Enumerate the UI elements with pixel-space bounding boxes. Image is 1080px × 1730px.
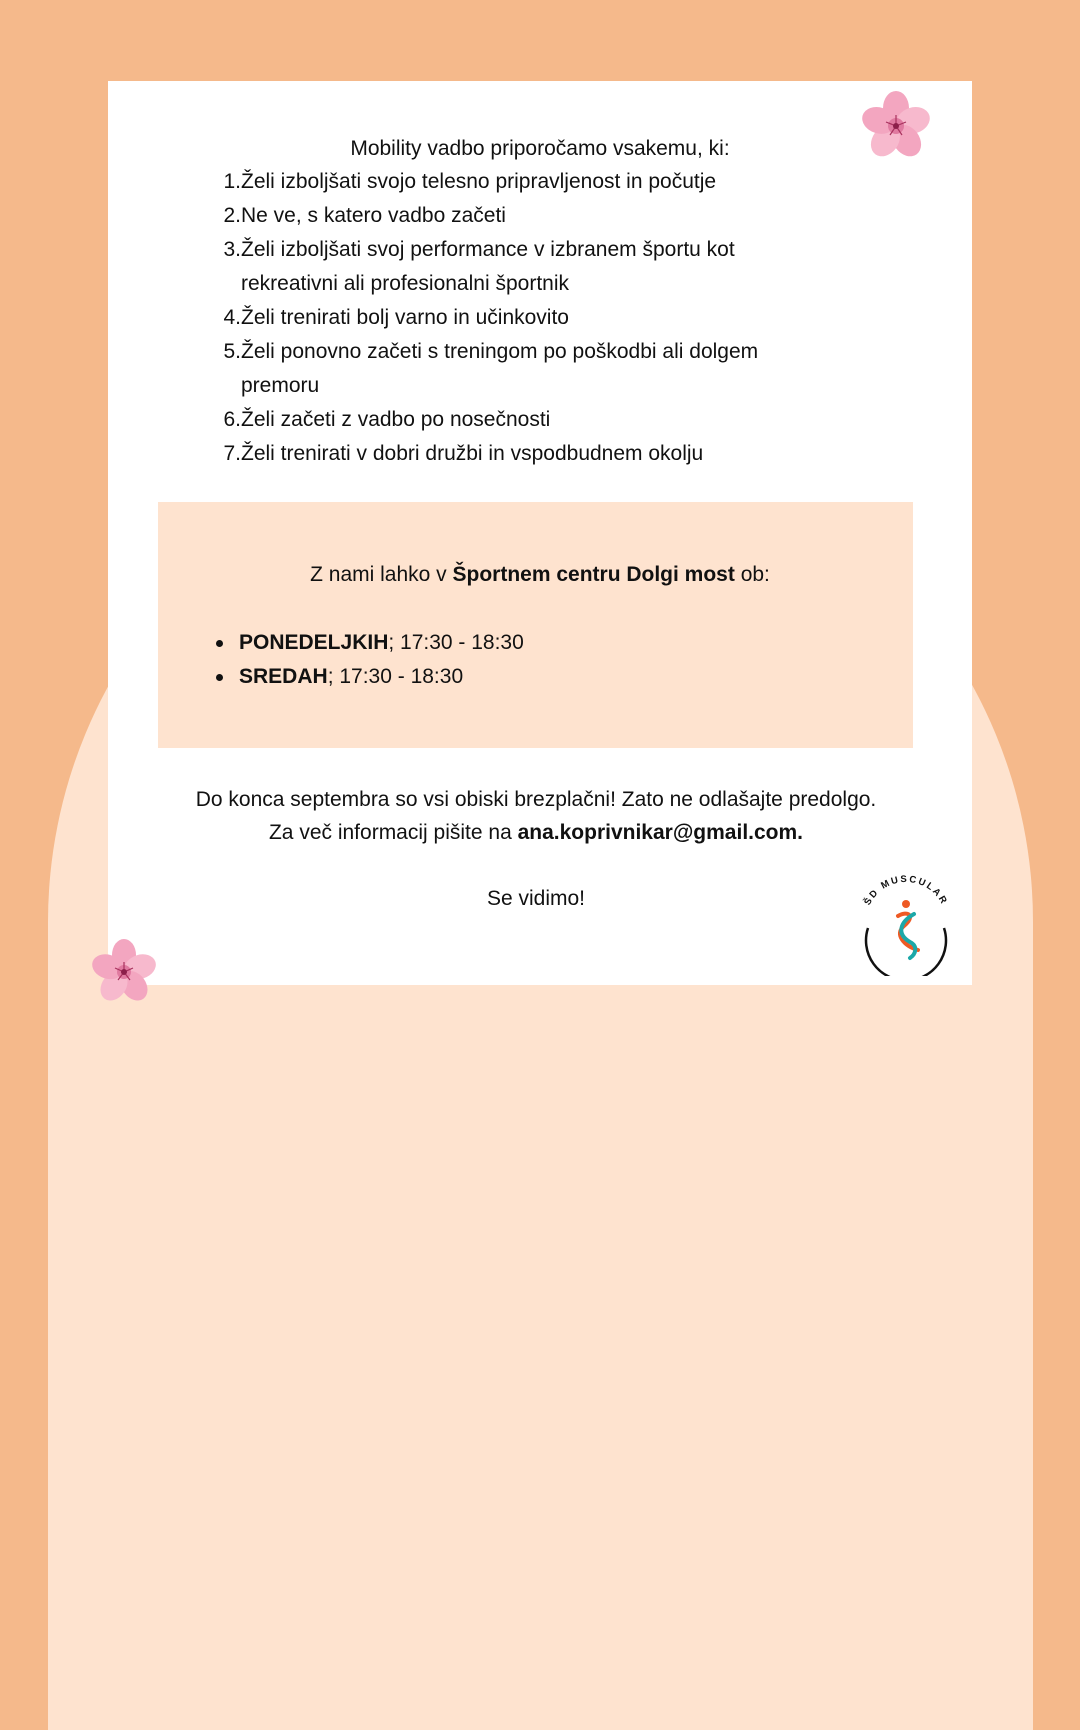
contact-email[interactable]: ana.koprivnikar@gmail.com. [517,821,804,844]
list-item [212,437,832,471]
contact-text: Za več informacij pišite na [268,821,518,844]
item-text: Želi ponovno začeti s treningom po poškodbi ali dolgem premoru [241,340,759,397]
flower-icon-top-right [856,90,936,162]
item-number: 4. [223,306,241,329]
schedule-title-after: ob: [734,563,770,586]
schedule-day: SREDAH [239,665,328,688]
flower-icon-bottom-left [86,936,162,1008]
bullet-icon [216,640,223,647]
schedule-title-before: Z nami lahko v [310,563,453,586]
item-text: Želi trenirati bolj varno in učinkovito [241,306,569,329]
schedule-box [158,502,913,748]
item-text: Ne ve, s katero vadbo začeti [241,204,506,227]
athlete-figure-icon [898,900,918,958]
bullet-icon [216,674,223,681]
item-text: Želi začeti z vadbo po nosečnosti [241,408,551,431]
venue-name: Športnem centru Dolgi most [452,563,735,586]
club-logo [852,868,960,976]
list-item [212,335,832,403]
schedule-item [216,626,524,660]
schedule-list [216,626,524,694]
schedule-time: ; 17:30 - 18:30 [327,665,464,688]
item-number: 7. [223,442,241,465]
contact-line [180,816,892,849]
item-text: Želi trenirati v dobri družbi in vspodbudnem okolju [241,442,704,465]
footer-text [180,783,892,915]
list-item [212,165,832,199]
intro-text: Mobility vadbo priporočamo vsakemu, ki: [350,137,730,160]
closing-text: Se vidimo! [486,887,586,910]
item-number: 3. [223,238,241,261]
item-text: Želi izboljšati svojo telesno pripravljenost in počutje [241,170,717,193]
item-number: 2. [223,204,241,227]
item-number: 5. [223,340,241,363]
item-number: 6. [223,408,241,431]
list-item [212,233,832,301]
logo-text: ŠD MUSCULAR [862,873,950,908]
list-item [212,199,832,233]
schedule-time: ; 17:30 - 18:30 [388,631,524,654]
item-text: Želi izboljšati svoj performance v izbranem športu kot rekreativni ali profesionalni športnik [241,238,735,295]
list-item [212,301,832,335]
schedule-day: PONEDELJKIH [239,631,389,654]
free-visits-note: Do konca septembra so vsi obiski brezplačni! Zato ne odlašajte predolgo. [195,788,877,811]
schedule-title [0,560,1080,590]
schedule-item [216,660,524,694]
list-item [212,403,832,437]
reasons-list [212,165,832,471]
item-number: 1. [223,170,241,193]
